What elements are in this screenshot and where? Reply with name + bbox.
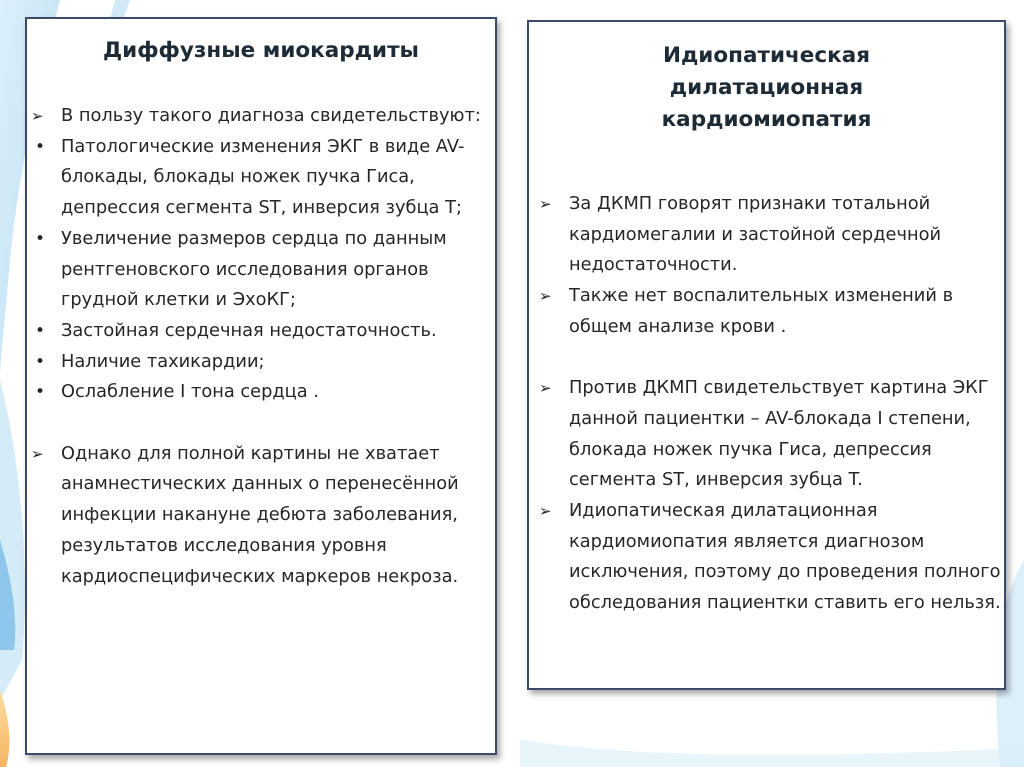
list-item bbox=[539, 281, 1001, 342]
list-item bbox=[539, 189, 1001, 281]
list-item-text: Идиопатическая дилатационная кардиомиопатия является диагнозом исключения, поэтому до проведения полного обследования пациентки ставить его нельзя. bbox=[569, 500, 1001, 614]
dot-bullet-icon: • bbox=[35, 382, 46, 403]
dot-bullet-icon: • bbox=[35, 320, 46, 341]
arrow-bullet-icon: ➢ bbox=[539, 502, 552, 521]
list-item bbox=[31, 132, 491, 224]
list-item bbox=[539, 496, 1001, 619]
list-spacer bbox=[539, 343, 1001, 374]
list-item bbox=[31, 101, 491, 132]
list-spacer bbox=[31, 408, 491, 439]
list-item-text: Также нет воспалительных изменений в общем анализе крови . bbox=[569, 285, 954, 337]
right-panel-list bbox=[539, 189, 1001, 619]
left-panel-list bbox=[31, 101, 491, 592]
list-item bbox=[31, 316, 491, 347]
list-item bbox=[539, 373, 1001, 496]
arrow-bullet-icon: ➢ bbox=[539, 195, 552, 213]
dot-bullet-icon: • bbox=[35, 351, 46, 372]
list-item-text: Застойная сердечная недостаточность. bbox=[61, 319, 437, 341]
arrow-bullet-icon: ➢ bbox=[31, 444, 44, 463]
list-item bbox=[31, 377, 491, 408]
arrow-bullet-icon: ➢ bbox=[539, 379, 552, 398]
right-panel-title: Идиопатическая дилатационная кардиомиопатия bbox=[661, 43, 872, 132]
left-panel-diffuse-myocarditis bbox=[25, 17, 497, 755]
dot-bullet-icon: • bbox=[35, 136, 46, 157]
list-item-text: Патологические изменения ЭКГ в виде AV-блокады, блокады ножек пучка Гиса, депрессия сегмента ST, инверсия зубца T; bbox=[61, 135, 465, 219]
arrow-bullet-icon: ➢ bbox=[539, 287, 552, 306]
right-panel-idiopathic-dcm bbox=[527, 20, 1006, 690]
list-item bbox=[31, 347, 491, 378]
list-item-text: Однако для полной картины не хватает анамнестических данных о перенесённой инфекции накануне дебюта заболевания, результатов исследования уровня кардиоспецифических маркеров некроза. bbox=[61, 442, 459, 587]
list-item-text: Увеличение размеров сердца по данным рентгеновского исследования органов грудной клетки и ЭхоКГ; bbox=[61, 227, 447, 311]
left-panel-title: Диффузные миокардиты bbox=[103, 38, 419, 63]
list-item-text: В пользу такого диагноза свидетельствуют: bbox=[61, 105, 481, 126]
list-item-text: Ослабление I тона сердца . bbox=[61, 381, 319, 403]
list-item bbox=[31, 224, 491, 316]
list-item-text: Против ДКМП свидетельствует картина ЭКГ данной пациентки – AV-блокада I степени, блокада ножек пучка Гиса, депрессия сегмента ST, инверсия зубца T. bbox=[569, 377, 989, 491]
list-item-text: За ДКМП говорят признаки тотальной кардиомегалии и застойной сердечной недостаточности. bbox=[569, 193, 942, 276]
list-item-text: Наличие тахикардии; bbox=[61, 350, 265, 372]
arrow-bullet-icon: ➢ bbox=[31, 107, 44, 125]
list-item bbox=[31, 439, 491, 593]
dot-bullet-icon: • bbox=[35, 228, 46, 249]
